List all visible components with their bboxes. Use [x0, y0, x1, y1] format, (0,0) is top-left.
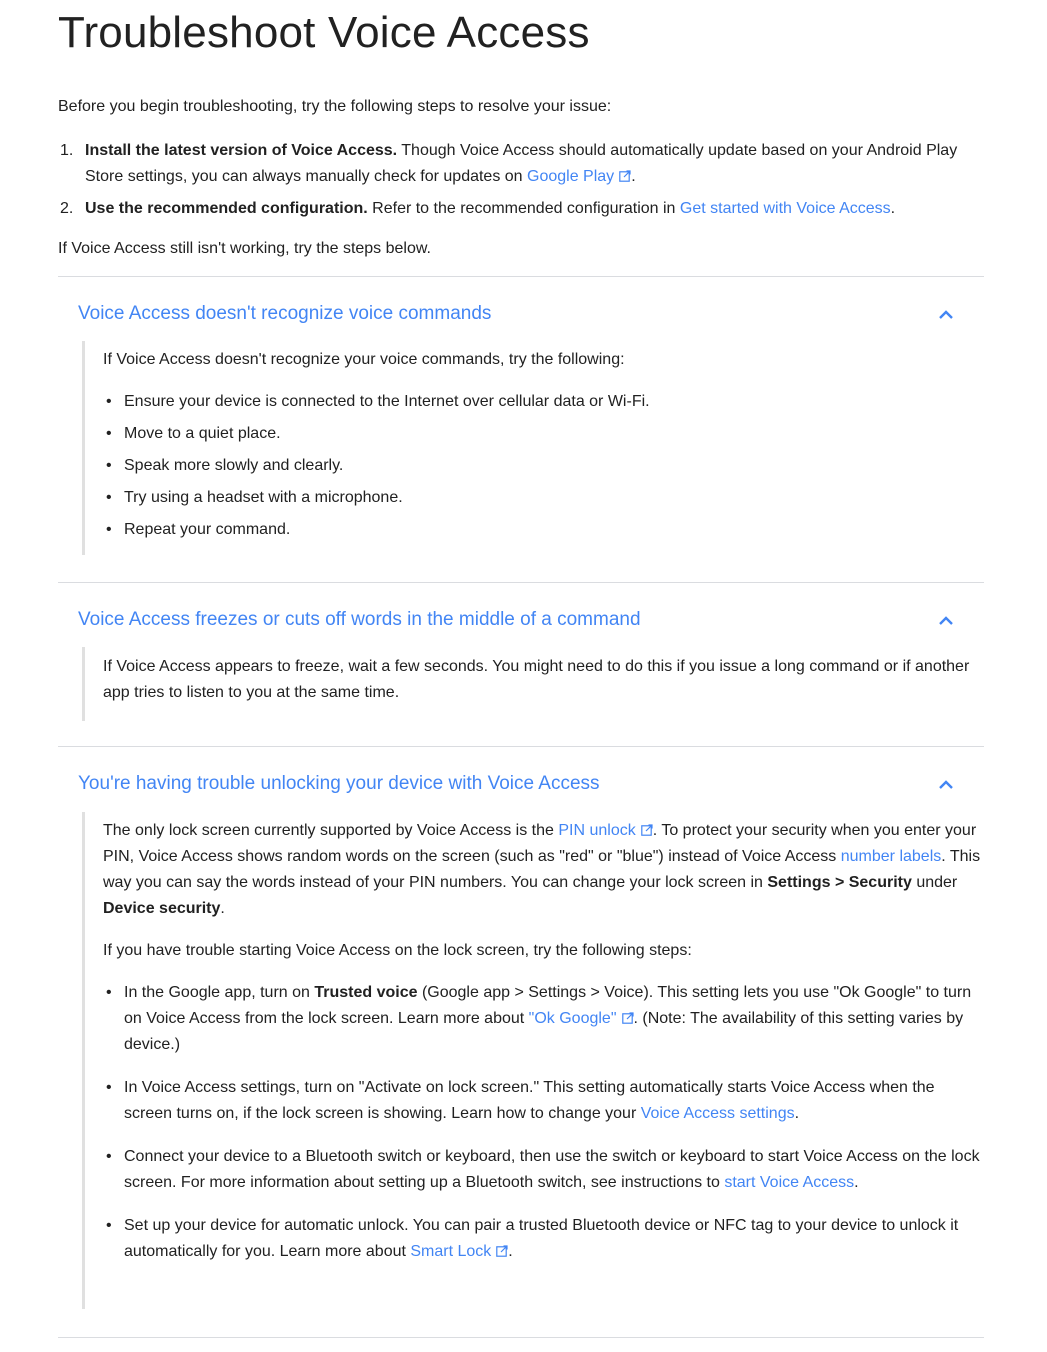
get-started-link[interactable]: Get started with Voice Access: [679, 200, 891, 217]
pin-unlock-link[interactable]: PIN unlock: [558, 822, 636, 839]
section-intro: If Voice Access doesn't recognize your voice commands, try the following:: [103, 351, 625, 368]
accordion-body-recognize: [82, 341, 983, 555]
google-play-link[interactable]: Google Play: [527, 168, 615, 185]
page-title: Troubleshoot Voice Access: [58, 8, 590, 57]
list-item: • In the Google app, turn on Trusted voice (Google app > Settings > Voice). This setting lets you use "Ok Google" to turn on Voice Access from the lock screen. Learn more about "Ok Google" . (Note: The availability of this setting varies by device.): [103, 980, 983, 1058]
section-text: If Voice Access appears to freeze, wait a few seconds. You might need to do this if you issue a long command or if another app tries to listen to you at the same time.: [103, 658, 970, 701]
external-link-icon[interactable]: [619, 170, 631, 182]
external-link-icon[interactable]: [641, 824, 653, 836]
number-labels-link[interactable]: number labels: [840, 848, 942, 865]
section-paragraph: If you have trouble starting Voice Access on the lock screen, try the following steps:: [103, 942, 692, 959]
list-item: • Repeat your command.: [103, 517, 983, 543]
list-item: • Set up your device for automatic unlock. You can pair a trusted Bluetooth device or NFC tag to your device to unlock it automatically for you. Learn more about Smart Lock .: [103, 1213, 983, 1265]
step-item: 1. Install the latest version of Voice Access. Though Voice Access should automatically update based on your Android Play Store settings, you can always manually check for updates on Google Play .: [58, 138, 978, 190]
smart-lock-link[interactable]: Smart Lock: [410, 1243, 492, 1260]
divider: [58, 276, 984, 277]
step-text: Though Voice Access should automatically update based on your Android Play Store settings, you can always manually check for updates on: [85, 142, 958, 185]
voice-access-settings-link[interactable]: Voice Access settings: [640, 1105, 795, 1122]
accordion-body-freezes: [82, 647, 983, 721]
chevron-up-icon[interactable]: [937, 309, 955, 321]
list-item: • Ensure your device is connected to the Internet over cellular data or Wi-Fi.: [103, 389, 983, 415]
list-item: • Speak more slowly and clearly.: [103, 453, 983, 479]
prerequisite-steps: [58, 138, 978, 228]
step-heading: Use the recommended configuration.: [85, 200, 368, 217]
section-paragraph: The only lock screen currently supported by Voice Access is the PIN unlock . To protect your security when you enter your PIN, Voice Access shows random words on the screen (such as "red" or "blue") instead of Voice Access number labels. This way you can say the words instead of your PIN numbers. You can change your lock screen in Settings > Security under Device security.: [103, 822, 981, 917]
intro-text: Before you begin troubleshooting, try the following steps to resolve your issue:: [58, 98, 612, 115]
accordion-title-freezes[interactable]: Voice Access freezes or cuts off words in the middle of a command: [78, 609, 641, 630]
chevron-up-icon[interactable]: [937, 615, 955, 627]
step-number: 1.: [60, 142, 74, 159]
chevron-up-icon[interactable]: [937, 779, 955, 791]
followup-text: If Voice Access still isn't working, try the steps below.: [58, 240, 431, 257]
step-item: 2. Use the recommended configuration. Refer to the recommended configuration in Get started with Voice Access.: [58, 196, 978, 222]
accordion-title-unlocking[interactable]: You're having trouble unlocking your device with Voice Access: [78, 773, 600, 794]
list-item: • In Voice Access settings, turn on "Activate on lock screen." This setting automatically starts Voice Access when the screen turns on, if the lock screen is showing. Learn how to change your Voice Access settings.: [103, 1075, 983, 1127]
ok-google-link[interactable]: "Ok Google": [528, 1010, 617, 1027]
list-item: • Connect your device to a Bluetooth switch or keyboard, then use the switch or keyboard to start Voice Access on the lock screen. For more information about setting up a Bluetooth switch, see instructions to start Voice Access.: [103, 1144, 983, 1196]
divider: [58, 582, 984, 583]
step-heading: Install the latest version of Voice Access.: [85, 142, 398, 159]
external-link-icon[interactable]: [496, 1245, 508, 1257]
step-text: Refer to the recommended configuration in: [367, 200, 680, 217]
bullet-list: [103, 389, 983, 543]
start-voice-access-link[interactable]: start Voice Access: [724, 1174, 855, 1191]
bullet-list: [103, 980, 983, 1265]
step-number: 2.: [60, 200, 74, 217]
list-item: • Try using a headset with a microphone.: [103, 485, 983, 511]
divider: [58, 746, 984, 747]
divider: [58, 1337, 984, 1338]
list-item: • Move to a quiet place.: [103, 421, 983, 447]
external-link-icon[interactable]: [622, 1012, 634, 1024]
accordion-title-recognize[interactable]: Voice Access doesn't recognize voice commands: [78, 303, 492, 324]
accordion-body-unlocking: [82, 812, 983, 1309]
